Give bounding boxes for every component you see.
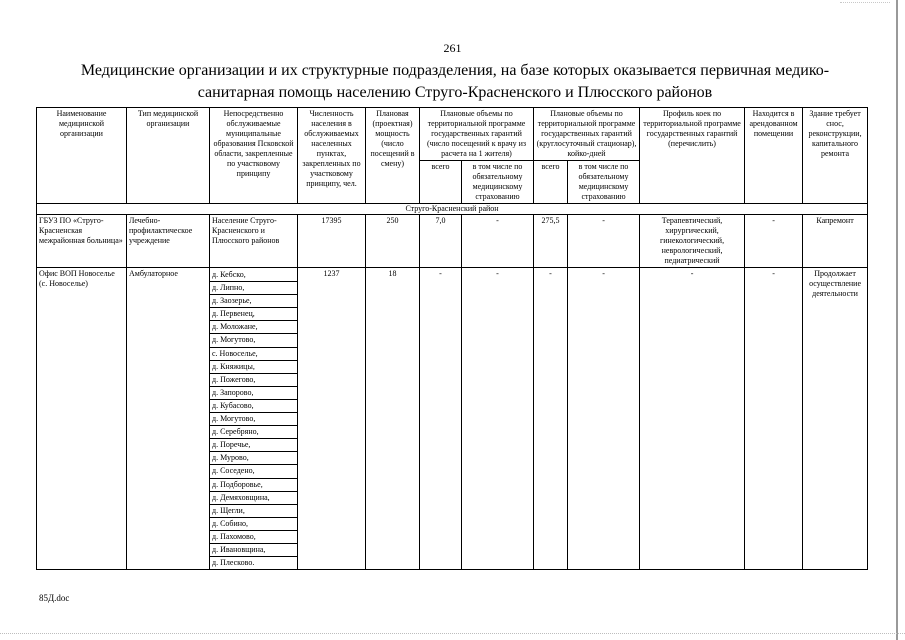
- header-beds: Плановые объемы по территориальной программе государственных гарантий (круглосуточный стационар), койко-дней: [534, 108, 640, 161]
- building-value: Капремонт: [803, 215, 868, 268]
- table-row: [37, 215, 868, 268]
- beds-oms-value: -: [568, 215, 640, 268]
- org-type: Лечебно-профилактическое учреждение: [127, 215, 210, 268]
- header-org-name: Наименование медицинской организации: [37, 108, 127, 204]
- rented-value: -: [745, 215, 803, 268]
- scan-edge-right: [896, 0, 898, 640]
- bed-profile-value: -: [640, 268, 745, 570]
- rented-value: -: [745, 268, 803, 570]
- village-item: д. Первенец,: [210, 308, 297, 321]
- village-item: д. Мурово,: [210, 452, 297, 465]
- village-item: д. Ивановщина,: [210, 544, 297, 557]
- beds-total-value: 275,5: [534, 215, 568, 268]
- visits-total-value: 7,0: [420, 215, 462, 268]
- village-item: д. Серебряно,: [210, 426, 297, 439]
- org-type: Амбулаторное: [127, 268, 210, 570]
- village-item: д. Могутово,: [210, 334, 297, 347]
- title-line-1: Медицинские организации и их структурные подразделения, на базе которых оказывается первичная медико-: [80, 62, 830, 79]
- header-bed-profile: Профиль коек по территориальной программе государственных гарантий (перечислить): [640, 108, 745, 204]
- org-name: ГБУЗ ПО «Струго-Красненская межрайонная больница»: [37, 215, 127, 268]
- served-area: Население Струго-Красненского и Плюсского районов: [210, 215, 298, 268]
- village-item: д. Запорово,: [210, 387, 297, 400]
- footer-filename: 85Д.doc: [39, 593, 70, 603]
- village-item: д. Могутово,: [210, 413, 297, 426]
- building-value: Продолжает осуществление деятельности: [803, 268, 868, 570]
- beds-total-value: -: [534, 268, 568, 570]
- header-capacity: Плановая (проектная) мощность (число посещений в смену): [366, 108, 420, 204]
- header-visits: Плановые объемы по территориальной программе государственных гарантий (число посещений к врачу из расчета на 1 жителя): [420, 108, 534, 161]
- village-item: д. Соседено,: [210, 465, 297, 478]
- header-population: Численность населения в обслуживаемых населенных пунктах, закрепленных по участковому принципу, чел.: [298, 108, 366, 204]
- region-row: [37, 204, 868, 215]
- village-list-cell: [210, 268, 298, 570]
- village-item: д. Заозерье,: [210, 295, 297, 308]
- title-line-2: санитарная помощь населению Струго-Красненского и Плюсского районов: [197, 84, 713, 101]
- village-item: д. Моложане,: [210, 321, 297, 334]
- village-item: д. Демяховщина,: [210, 492, 297, 505]
- beds-oms-value: -: [568, 268, 640, 570]
- village-item: д. Княжицы,: [210, 361, 297, 374]
- visits-total-value: -: [420, 268, 462, 570]
- village-item: д. Кебско,: [210, 269, 297, 282]
- organizations-table: [36, 107, 868, 570]
- scan-artifact-top: [840, 2, 890, 4]
- village-item: д. Кубасово,: [210, 400, 297, 413]
- header-row: [37, 108, 868, 161]
- village-list: [212, 269, 295, 569]
- capacity-value: 18: [366, 268, 420, 570]
- header-municipalities: Непосредственно обслуживаемые муниципальные образования Псковской области, закрепленные по участковому принципу: [210, 108, 298, 204]
- village-item: д. Подборовье,: [210, 479, 297, 492]
- page-number: 261: [443, 41, 462, 55]
- subheader-beds-total: всего: [534, 161, 568, 204]
- scan-artifact-bottom: [0, 633, 905, 635]
- header-org-type: Тип медицинской организации: [127, 108, 210, 204]
- subheader-visits-oms: в том числе по обязательному медицинскому страхованию: [462, 161, 534, 204]
- village-item: д. Щегли,: [210, 505, 297, 518]
- village-item: д. Пожегово,: [210, 374, 297, 387]
- village-item: д. Пахомово,: [210, 531, 297, 544]
- village-item: д. Собино,: [210, 518, 297, 531]
- village-item: д. Плесково.: [212, 558, 255, 568]
- table-row: [37, 268, 868, 570]
- region-name: Струго-Красненский район: [37, 204, 868, 215]
- village-item: с. Новоселье,: [210, 348, 297, 361]
- village-item: д. Поречье,: [210, 439, 297, 452]
- village-item: д. Липно,: [210, 282, 297, 295]
- subheader-beds-oms: в том числе по обязательному медицинскому страхованию: [568, 161, 640, 204]
- visits-oms-value: -: [462, 268, 534, 570]
- bed-profile-value: Терапевтический, хирургический, гинекологический, неврологический, педиатрический: [640, 215, 745, 268]
- org-name: Офис ВОП Новоселье (с. Новоселье): [37, 268, 127, 570]
- subheader-visits-total: всего: [420, 161, 462, 204]
- population-value: 17395: [298, 215, 366, 268]
- header-building: Здание требует снос, реконструкции, капитального ремонта: [803, 108, 868, 204]
- visits-oms-value: -: [462, 215, 534, 268]
- page-title: [40, 60, 870, 104]
- header-rented: Находится в арендованном помещении: [745, 108, 803, 204]
- population-value: 1237: [298, 268, 366, 570]
- capacity-value: 250: [366, 215, 420, 268]
